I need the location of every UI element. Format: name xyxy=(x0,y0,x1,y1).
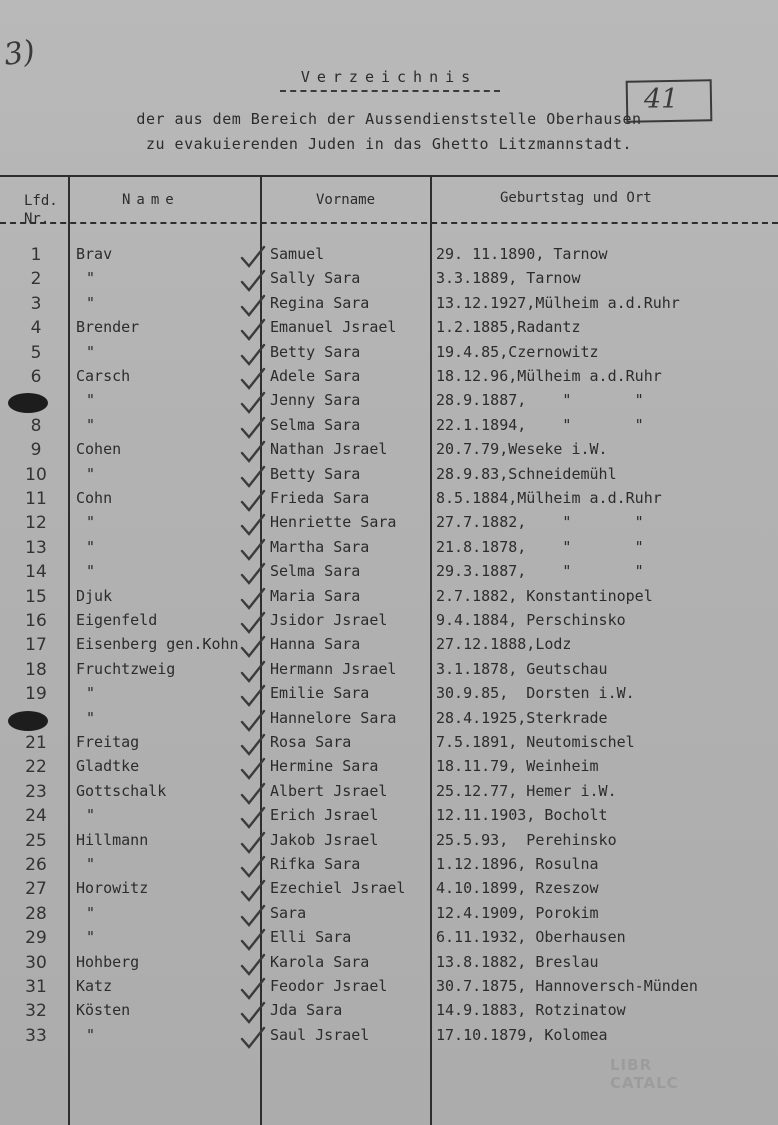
handwritten-number: 3) xyxy=(1,34,38,73)
birth-date-place-cell: 1.2.1885,Radantz xyxy=(436,318,581,337)
surname-cell: Djuk xyxy=(76,586,113,605)
birth-date-place-cell: 1.12.1896, Rosulna xyxy=(436,855,599,873)
birth-date-place-cell: 3.1.1878, Geutschau xyxy=(436,659,608,678)
table-row xyxy=(0,635,778,659)
birth-date-place-cell: 14.9.1883, Rotzinatow xyxy=(436,1001,626,1020)
check-mark-icon xyxy=(238,733,266,757)
header-lfd: Lfd. xyxy=(24,193,58,209)
firstname-cell: Erich Jsrael xyxy=(270,806,379,825)
firstname-cell: Albert Jsrael xyxy=(270,781,388,800)
birth-date-place-cell: 12.11.1903, Bocholt xyxy=(436,806,608,825)
table-row xyxy=(0,904,778,928)
row-number: 27 xyxy=(25,879,47,900)
table-row xyxy=(0,245,778,269)
library-stamp xyxy=(610,1056,679,1092)
birth-date-place-cell: 30.9.85, Dorsten i.W. xyxy=(436,684,635,703)
table-row xyxy=(0,318,778,342)
table-row xyxy=(0,806,778,830)
surname-cell: Gottschalk xyxy=(76,781,167,800)
row-number: 28 xyxy=(25,903,47,924)
birth-date-place-cell: 25.12.77, Hemer i.W. xyxy=(436,781,617,800)
firstname-cell: Hermann Jsrael xyxy=(270,659,397,678)
firstname-cell: Selma Sara xyxy=(270,562,361,581)
birth-date-place-cell: 22.1.1894, " " xyxy=(436,415,644,434)
firstname-cell: Feodor Jsrael xyxy=(270,977,388,995)
table-row xyxy=(0,587,778,611)
surname-cell: " xyxy=(86,1025,96,1044)
title-underline xyxy=(280,90,500,92)
check-mark-icon xyxy=(238,416,266,440)
check-mark-icon xyxy=(238,953,266,977)
row-number: 12 xyxy=(25,513,47,534)
surname-cell: " xyxy=(86,684,96,703)
title-subtitle-line1: der aus dem Bereich der Aussendienststelle Oberhausen xyxy=(136,110,642,128)
check-mark-icon xyxy=(238,1001,266,1025)
row-number: 14 xyxy=(25,562,47,583)
header-name: Name xyxy=(122,192,180,208)
check-mark-icon xyxy=(238,928,266,952)
firstname-cell: Jakob Jsrael xyxy=(270,830,379,849)
surname-cell: Hohberg xyxy=(76,952,140,971)
row-number: 29 xyxy=(25,928,47,949)
birth-date-place-cell: 8.5.1884,Mülheim a.d.Ruhr xyxy=(436,489,662,507)
table-row xyxy=(0,928,778,952)
surname-cell: " xyxy=(86,806,96,825)
table-row xyxy=(0,1026,778,1050)
row-number: 31 xyxy=(25,977,47,997)
header-vorname: Vorname xyxy=(316,192,376,208)
row-number: 15 xyxy=(25,586,47,607)
surname-cell: " xyxy=(86,537,96,556)
birth-date-place-cell: 6.11.1932, Oberhausen xyxy=(436,928,626,947)
birth-date-place-cell: 13.12.1927,Mülheim a.d.Ruhr xyxy=(436,293,680,312)
surname-cell: " xyxy=(86,708,96,727)
row-number: 2 xyxy=(30,269,42,290)
birth-date-place-cell: 17.10.1879, Kolomea xyxy=(436,1025,608,1044)
check-mark-icon xyxy=(238,831,266,855)
surname-cell: " xyxy=(86,903,96,922)
table-row xyxy=(0,343,778,367)
surname-cell: Cohn xyxy=(76,489,113,507)
birth-date-place-cell: 3.3.1889, Tarnow xyxy=(436,269,581,288)
birth-date-place-cell: 29.3.1887, " " xyxy=(436,562,644,581)
row-number: 16 xyxy=(25,611,47,631)
check-mark-icon xyxy=(238,684,266,708)
table-row xyxy=(0,611,778,635)
firstname-cell: Karola Sara xyxy=(270,952,370,971)
row-number: 9 xyxy=(30,440,42,461)
table-row xyxy=(0,1001,778,1025)
row-number: 8 xyxy=(30,415,42,436)
birth-date-place-cell: 20.7.79,Weseke i.W. xyxy=(436,440,608,459)
surname-cell: " xyxy=(86,342,96,361)
surname-cell: " xyxy=(86,928,96,947)
birth-date-place-cell: 7.5.1891, Neutomischel xyxy=(436,733,635,751)
table-row xyxy=(0,465,778,489)
surname-cell: " xyxy=(86,562,96,581)
check-mark-icon xyxy=(238,294,266,318)
firstname-cell: Saul Jsrael xyxy=(270,1025,370,1044)
row-number: 26 xyxy=(25,855,47,875)
row-number: 25 xyxy=(25,830,47,851)
check-mark-icon xyxy=(238,343,266,367)
surname-cell: " xyxy=(86,513,96,532)
surname-cell: " xyxy=(86,269,96,288)
surname-cell: Kösten xyxy=(76,1001,131,1020)
check-mark-icon xyxy=(238,611,266,635)
check-mark-icon xyxy=(238,440,266,464)
table-row xyxy=(0,831,778,855)
check-mark-icon xyxy=(238,806,266,830)
surname-cell: Eigenfeld xyxy=(76,611,158,629)
birth-date-place-cell: 12.4.1909, Porokim xyxy=(436,903,599,922)
surname-cell: Brender xyxy=(76,318,140,337)
check-mark-icon xyxy=(238,977,266,1001)
firstname-cell: Sally Sara xyxy=(270,269,361,288)
row-number: 22 xyxy=(25,757,47,778)
birth-date-place-cell: 18.11.79, Weinheim xyxy=(436,757,599,776)
row-number: 24 xyxy=(25,806,47,827)
check-mark-icon xyxy=(238,709,266,733)
row-number: 32 xyxy=(25,1001,47,1022)
check-mark-icon xyxy=(238,855,266,879)
birth-date-place-cell: 21.8.1878, " " xyxy=(436,537,644,556)
firstname-cell: Hannelore Sara xyxy=(270,708,397,727)
row-number: 21 xyxy=(25,733,47,753)
check-mark-icon xyxy=(238,245,266,269)
row-number: 18 xyxy=(25,659,47,680)
birth-date-place-cell: 27.12.1888,Lodz xyxy=(436,635,572,654)
table-row xyxy=(0,367,778,391)
surname-cell: Hillmann xyxy=(76,830,149,849)
check-mark-icon xyxy=(238,538,266,562)
table-row xyxy=(0,879,778,903)
surname-cell: " xyxy=(86,415,96,434)
stamp-line2: CATALC xyxy=(610,1074,679,1092)
firstname-cell: Frieda Sara xyxy=(270,489,370,507)
birth-date-place-cell: 29. 11.1890, Tarnow xyxy=(436,245,608,263)
row-number: 1 xyxy=(30,245,42,265)
stamp-line1: LIBR xyxy=(610,1056,653,1074)
header-geburtstag-ort: Geburtstag und Ort xyxy=(500,190,652,206)
check-mark-icon xyxy=(238,1026,266,1050)
birth-date-place-cell: 18.12.96,Mülheim a.d.Ruhr xyxy=(436,367,662,385)
firstname-cell: Jsidor Jsrael xyxy=(270,611,388,629)
firstname-cell: Martha Sara xyxy=(270,537,370,556)
ink-blot xyxy=(8,393,48,413)
check-mark-icon xyxy=(238,635,266,659)
firstname-cell: Elli Sara xyxy=(270,928,352,947)
firstname-cell: Emilie Sara xyxy=(270,684,370,703)
check-mark-icon xyxy=(238,465,266,489)
firstname-cell: Nathan Jsrael xyxy=(270,440,388,459)
firstname-cell: Maria Sara xyxy=(270,586,361,605)
table-row xyxy=(0,782,778,806)
surname-cell: Carsch xyxy=(76,367,131,385)
table-row xyxy=(0,538,778,562)
check-mark-icon xyxy=(238,562,266,586)
surname-cell: Horowitz xyxy=(76,879,149,898)
table-row xyxy=(0,269,778,293)
surname-cell: Brav xyxy=(76,245,113,263)
surname-cell: Freitag xyxy=(76,733,140,751)
check-mark-icon xyxy=(238,587,266,611)
row-number: 30 xyxy=(25,952,47,973)
firstname-cell: Betty Sara xyxy=(270,464,361,483)
firstname-cell: Adele Sara xyxy=(270,367,361,385)
row-number: 10 xyxy=(25,464,47,485)
header-nr: Nr. xyxy=(24,211,50,227)
row-number: 6 xyxy=(30,367,42,387)
row-number: 33 xyxy=(25,1025,47,1046)
check-mark-icon xyxy=(238,879,266,903)
firstname-cell: Samuel xyxy=(270,245,325,263)
firstname-cell: Rosa Sara xyxy=(270,733,352,751)
birth-date-place-cell: 25.5.93, Perehinsko xyxy=(436,830,617,849)
firstname-cell: Hanna Sara xyxy=(270,635,361,654)
page-number: 41 xyxy=(644,84,679,115)
check-mark-icon xyxy=(238,318,266,342)
row-number: 4 xyxy=(30,318,42,339)
check-mark-icon xyxy=(238,367,266,391)
table-row xyxy=(0,562,778,586)
table-row xyxy=(0,513,778,537)
table-top-border xyxy=(0,175,778,177)
table-row xyxy=(0,709,778,733)
table-header-separator xyxy=(0,222,778,224)
firstname-cell: Regina Sara xyxy=(270,293,370,312)
surname-cell: Eisenberg gen.Kohn xyxy=(76,635,239,654)
check-mark-icon xyxy=(238,269,266,293)
row-number: 13 xyxy=(25,537,47,558)
firstname-cell: Betty Sara xyxy=(270,342,361,361)
firstname-cell: Henriette Sara xyxy=(270,513,397,532)
check-mark-icon xyxy=(238,782,266,806)
birth-date-place-cell: 30.7.1875, Hannoversch-Münden xyxy=(436,977,698,995)
surname-cell: " xyxy=(86,855,96,873)
firstname-cell: Jenny Sara xyxy=(270,391,361,410)
birth-date-place-cell: 28.4.1925,Sterkrade xyxy=(436,708,608,727)
table-row xyxy=(0,660,778,684)
table-row xyxy=(0,391,778,415)
row-number: 17 xyxy=(25,635,47,656)
birth-date-place-cell: 4.10.1899, Rzeszow xyxy=(436,879,599,898)
table-row xyxy=(0,489,778,513)
row-number: 19 xyxy=(25,684,47,705)
birth-date-place-cell: 9.4.1884, Perschinsko xyxy=(436,611,626,629)
header-lfd-nr xyxy=(24,192,58,228)
firstname-cell: Sara xyxy=(270,903,307,922)
check-mark-icon xyxy=(238,489,266,513)
surname-cell: Gladtke xyxy=(76,757,140,776)
check-mark-icon xyxy=(238,757,266,781)
firstname-cell: Jda Sara xyxy=(270,1001,343,1020)
surname-cell: " xyxy=(86,293,96,312)
birth-date-place-cell: 19.4.85,Czernowitz xyxy=(436,342,599,361)
birth-date-place-cell: 28.9.83,Schneidemühl xyxy=(436,464,617,483)
row-number: 3 xyxy=(30,293,42,314)
birth-date-place-cell: 28.9.1887, " " xyxy=(436,391,644,410)
table-row xyxy=(0,440,778,464)
row-number: 5 xyxy=(30,342,42,363)
birth-date-place-cell: 27.7.1882, " " xyxy=(436,513,644,532)
firstname-cell: Emanuel Jsrael xyxy=(270,318,397,337)
table-row xyxy=(0,684,778,708)
surname-cell: Fruchtzweig xyxy=(76,659,176,678)
surname-cell: " xyxy=(86,391,96,410)
table-row xyxy=(0,733,778,757)
firstname-cell: Selma Sara xyxy=(270,415,361,434)
birth-date-place-cell: 2.7.1882, Konstantinopel xyxy=(436,586,653,605)
table-row xyxy=(0,294,778,318)
firstname-cell: Rifka Sara xyxy=(270,855,361,873)
table-row xyxy=(0,416,778,440)
check-mark-icon xyxy=(238,660,266,684)
firstname-cell: Ezechiel Jsrael xyxy=(270,879,406,898)
table-row xyxy=(0,977,778,1001)
row-number: 11 xyxy=(25,489,47,509)
ink-blot xyxy=(8,711,48,731)
surname-cell: " xyxy=(86,464,96,483)
row-number: 23 xyxy=(25,781,47,802)
birth-date-place-cell: 13.8.1882, Breslau xyxy=(436,952,599,971)
table-row xyxy=(0,953,778,977)
document-title: Verzeichnis xyxy=(300,68,478,86)
check-mark-icon xyxy=(238,513,266,537)
check-mark-icon xyxy=(238,904,266,928)
table-row xyxy=(0,757,778,781)
surname-cell: Cohen xyxy=(76,440,122,459)
table-row xyxy=(0,855,778,879)
firstname-cell: Hermine Sara xyxy=(270,757,379,776)
check-mark-icon xyxy=(238,391,266,415)
title-subtitle-line2: zu evakuierenden Juden in das Ghetto Litzmannstadt. xyxy=(145,135,633,153)
surname-cell: Katz xyxy=(76,977,113,995)
